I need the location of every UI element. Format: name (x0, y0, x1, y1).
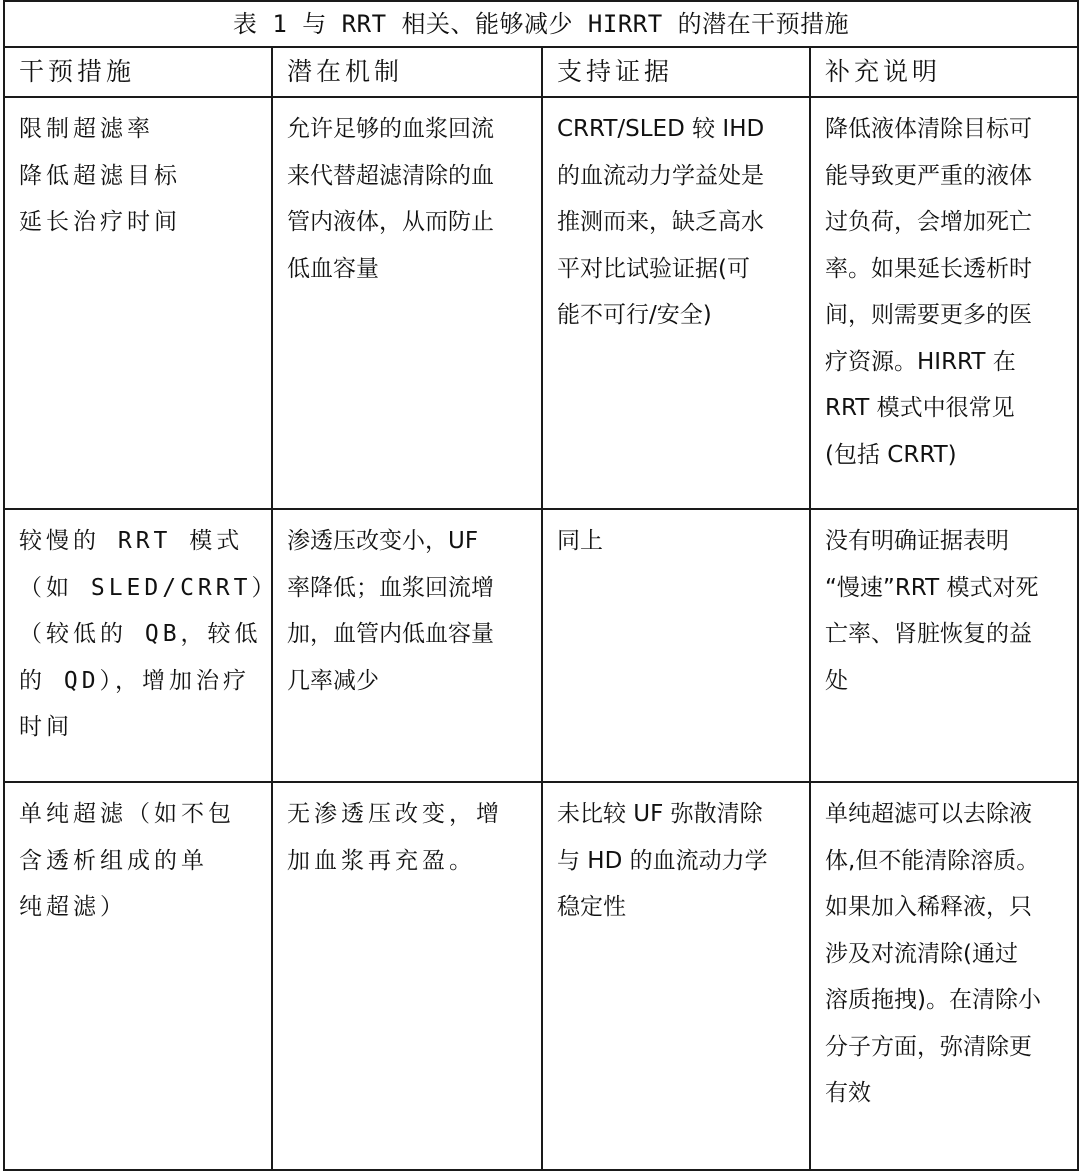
caption-row (4, 1, 1078, 47)
cell-line: 含透析组成的单 (19, 847, 208, 874)
cell-line: 疗资源。HIRRT 在 (825, 348, 1016, 375)
cell-mechanism (272, 782, 542, 1170)
cell-line: 加，血管内低血容量 (287, 621, 494, 647)
cell-line: 来代替超滤清除的血 (287, 162, 494, 189)
interventions-table (3, 0, 1079, 1171)
cell-line: 允许足够的血浆回流 (287, 116, 494, 142)
cell-line: 如果加入稀释液，只 (825, 894, 1032, 920)
cell-notes (810, 509, 1078, 782)
cell-evidence (542, 509, 810, 782)
header-mechanism: 潜在机制 (272, 47, 542, 97)
cell-line: (包括 CRRT) (825, 441, 957, 468)
cell-intervention (4, 782, 272, 1170)
cell-line: 纯超滤） (19, 894, 127, 920)
table-caption: 表 1 与 RRT 相关、能够减少 HIRRT 的潜在干预措施 (4, 1, 1078, 47)
cell-line: 同上 (557, 528, 603, 554)
cell-line: RRT 模式中很常见 (825, 395, 1015, 421)
cell-line: 体,但不能清除溶质。 (825, 847, 1040, 874)
cell-line: 无渗透压改变，增 (287, 801, 503, 827)
cell-line: 亡率、肾脏恢复的益 (825, 621, 1032, 647)
cell-line: 能导致更严重的液体 (825, 162, 1032, 189)
cell-line: 渗透压改变小，UF (287, 528, 479, 554)
cell-intervention (4, 509, 279, 782)
cell-line: 稳定性 (557, 894, 626, 920)
cell-line: 单纯超滤可以去除液 (825, 801, 1032, 827)
header-intervention: 干预措施 (4, 47, 272, 97)
cell-line: 的 QD），增加治疗 (19, 667, 251, 694)
cell-line: 加血浆再充盈。 (287, 847, 476, 874)
cell-line: 降低超滤目标 (19, 162, 181, 189)
table-row (4, 509, 1078, 782)
cell-line: 平对比试验证据(可 (557, 255, 750, 282)
cell-line: 间，则需要更多的医 (825, 302, 1032, 328)
cell-line: （如 SLED/CRRT） (19, 574, 279, 601)
cell-line: 率降低；血浆回流增 (287, 574, 494, 601)
cell-mechanism (272, 509, 542, 782)
cell-notes (810, 97, 1078, 509)
cell-line: 没有明确证据表明 (825, 528, 1009, 554)
cell-line: 有效 (825, 1080, 871, 1106)
cell-line: 降低液体清除目标可 (825, 116, 1032, 142)
cell-line: 的血流动力学益处是 (557, 162, 764, 189)
cell-line: 溶质拖拽)。在清除小 (825, 987, 1041, 1013)
cell-line: 能不可行/安全) (557, 302, 712, 328)
cell-line: 限制超滤率 (19, 116, 154, 142)
cell-line: （较低的 QB，较低 (19, 621, 262, 647)
cell-evidence (542, 97, 810, 509)
cell-line: 几率减少 (287, 667, 379, 694)
cell-intervention (4, 97, 272, 509)
header-notes: 补充说明 (810, 47, 1078, 97)
cell-mechanism (272, 97, 542, 509)
cell-line: 处 (825, 667, 848, 694)
cell-line: 延长治疗时间 (19, 209, 181, 235)
cell-line: 单纯超滤（如不包 (19, 801, 235, 827)
cell-line: “慢速”RRT 模式对死 (825, 574, 1039, 601)
header-row (4, 47, 1078, 97)
cell-line: 过负荷，会增加死亡 (825, 209, 1032, 235)
cell-line: 未比较 UF 弥散清除 (557, 801, 763, 827)
table-row (4, 97, 1078, 509)
cell-line: 推测而来，缺乏高水 (557, 209, 764, 235)
cell-line: CRRT/SLED 较 IHD (557, 116, 765, 142)
cell-line: 时间 (19, 714, 73, 740)
cell-line: 与 HD 的血流动力学 (557, 847, 768, 874)
cell-line: 涉及对流清除(通过 (825, 940, 1018, 967)
cell-evidence (542, 782, 810, 1170)
cell-line: 分子方面，弥清除更 (825, 1033, 1032, 1060)
cell-line: 较慢的 RRT 模式 (19, 528, 244, 554)
cell-notes (810, 782, 1078, 1170)
cell-line: 低血容量 (287, 255, 379, 282)
cell-line: 管内液体，从而防止 (287, 209, 494, 235)
cell-line: 率。如果延长透析时 (825, 255, 1032, 282)
header-evidence: 支持证据 (542, 47, 810, 97)
table-row (4, 782, 1078, 1170)
